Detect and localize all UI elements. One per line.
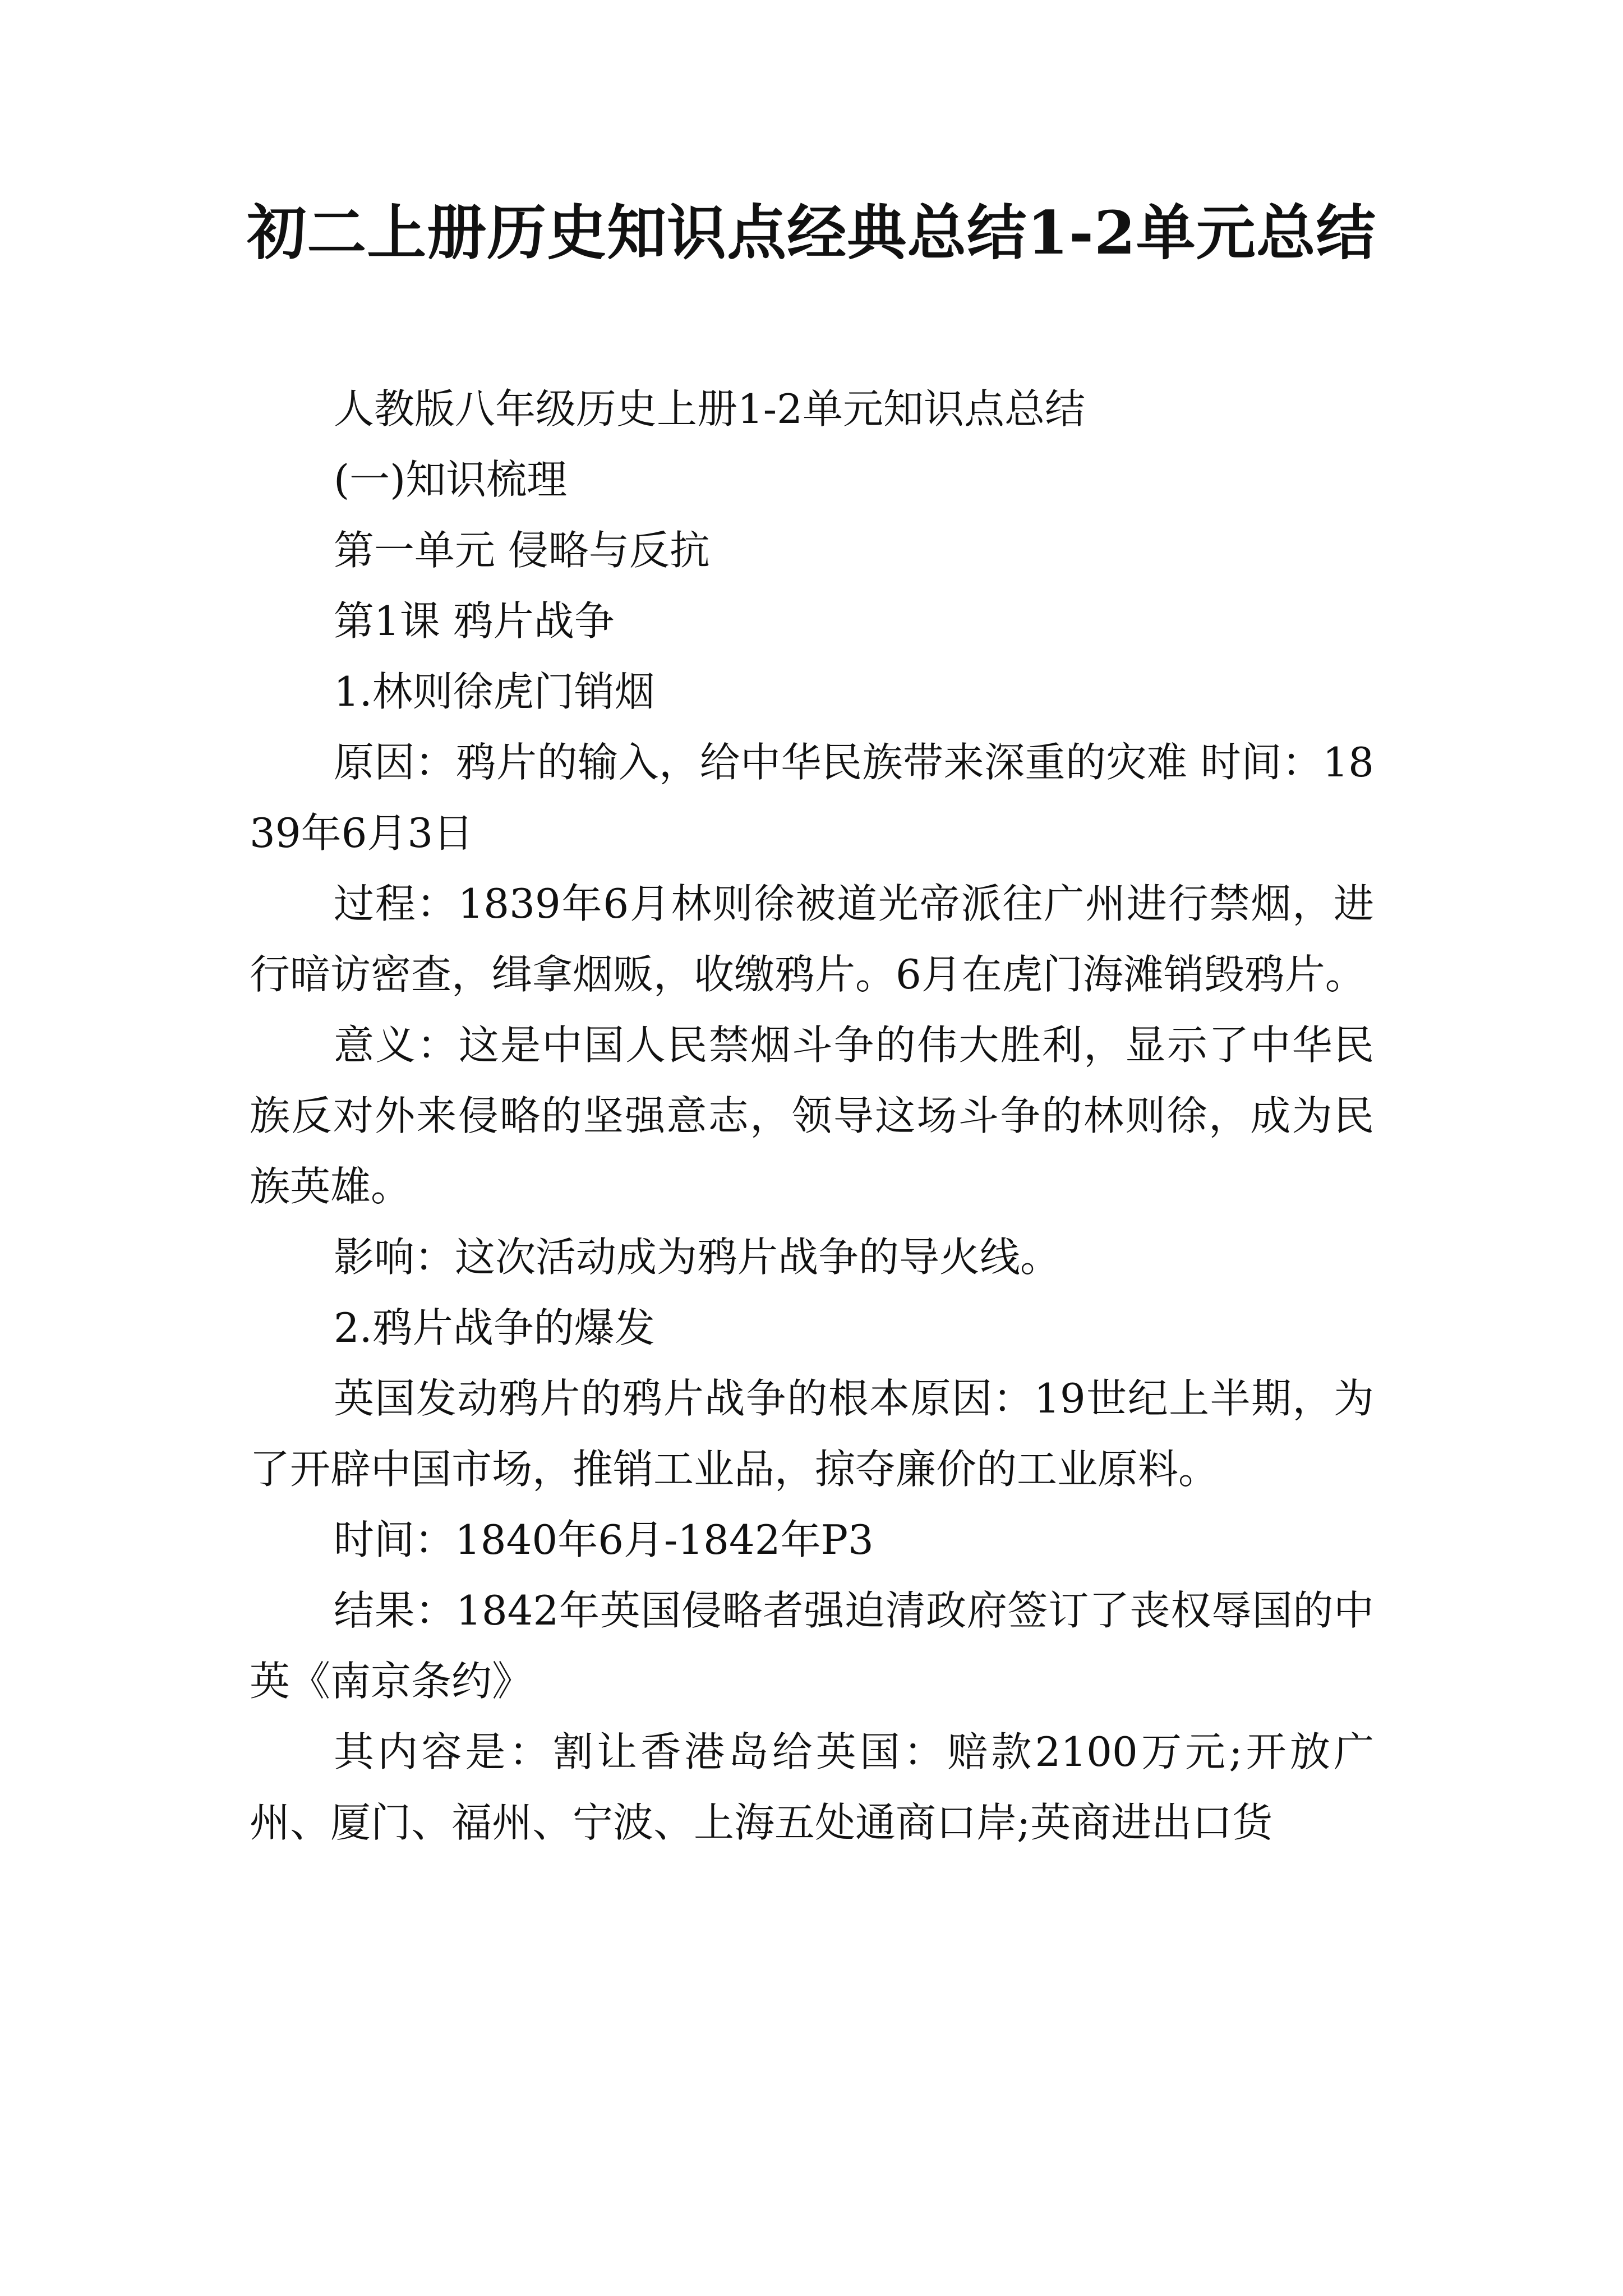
paragraph-process: 过程：1839年6月林则徐被道光帝派往广州进行禁烟，进行暗访密查，缉拿烟贩，收缴鸦片。6月在虎门海滩销毁鸦片。 bbox=[250, 880, 1374, 998]
paragraph-topic-heading: 1.林则徐虎门销烟 bbox=[334, 668, 655, 715]
paragraph-significance: 意义：这是中国人民禁烟斗争的伟大胜利，显示了中华民族反对外来侵略的坚强意志，领导这场斗争的林则徐，成为民族英雄。 bbox=[250, 1022, 1374, 1210]
paragraph-content: 其内容是：割让香港岛给英国：赔款2100万元;开放广州、厦门、福州、宁波、上海五处通商口岸;英商进出口货 bbox=[250, 1728, 1374, 1846]
paragraph-root-cause: 英国发动鸦片的鸦片战争的根本原因：19世纪上半期，为了开辟中国市场，推销工业品，掠夺廉价的工业原料。 bbox=[250, 1375, 1374, 1493]
paragraph-unit-heading: 第一单元 侵略与反抗 bbox=[334, 527, 710, 574]
paragraph-topic-heading-2: 2.鸦片战争的爆发 bbox=[334, 1304, 655, 1351]
paragraph-impact: 影响：这次活动成为鸦片战争的导火线。 bbox=[334, 1234, 1061, 1281]
document-body bbox=[250, 374, 1374, 1858]
paragraph-subtitle: 人教版八年级历史上册1-2单元知识点总结 bbox=[334, 385, 1085, 432]
paragraph-cause: 原因：鸦片的输入，给中华民族带来深重的灾难 时间：1839年6月3日 bbox=[250, 739, 1374, 857]
paragraph-time: 时间：1840年6月-1842年P3 bbox=[334, 1516, 874, 1563]
paragraph-section-heading: (一)知识梳理 bbox=[334, 456, 568, 503]
document-title: 初二上册历史知识点经典总结1-2单元总结 bbox=[247, 197, 1376, 268]
paragraph-result: 结果：1842年英国侵略者强迫清政府签订了丧权辱国的中英《南京条约》 bbox=[250, 1587, 1374, 1705]
paragraph-lesson-heading: 第1课 鸦片战争 bbox=[334, 597, 615, 645]
